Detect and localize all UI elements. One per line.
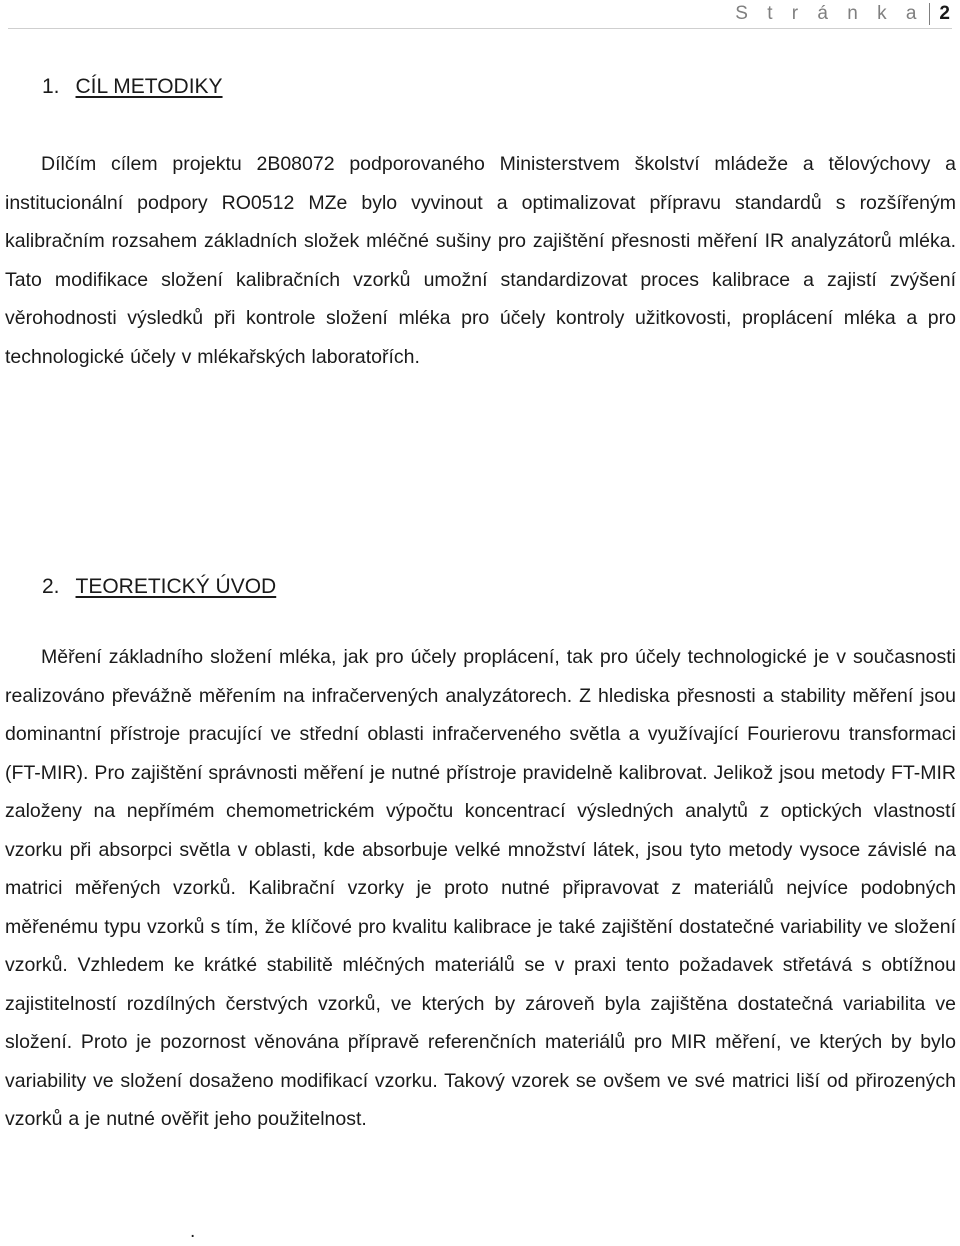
page-label: S t r á n k a — [735, 3, 924, 24]
section-1-heading — [42, 73, 223, 101]
section-1-title: CÍL METODIKY — [75, 75, 223, 98]
page-number: 2 — [939, 3, 950, 24]
header-rule — [8, 28, 952, 29]
page-header — [735, 0, 950, 28]
section-2-paragraph: Měření základního složení mléka, jak pro účely proplácení, tak pro účely technologické je v současnosti realizováno převážně měřením na infračervených analyzátorech. Z hlediska přesnosti a stability měření jsou dominantní přístroje pracující ve střední oblasti infračerveného světla a využívající Fourierovu transformaci (FT-MIR). Pro zajištění správnosti měření je nutné přístroje pravidelně kalibrovat. Jelikož jsou metody FT-MIR založeny na nepřímém chemometrickém výpočtu koncentrací výsledných analytů z optických vlastností vzorku při absorpci světla v oblasti, kde absorbuje velké množství látek, jsou tyto metody vysoce závislé na matrici měřených vzorků. Kalibrační vzorky je proto nutné připravovat z materiálů nejvíce podobných měřenému typu vzorků s tím, že klíčové pro kvalitu kalibrace je také zajištění dostatečné variability ve složení vzorků. Vzhledem ke krátké stabilitě mléčných materiálů se v praxi tento požadavek střetává s obtížnou zajistitelností rozdílných čerstvých vzorků, ve kterých by zároveň byla zajištěna dostatečná variabilita ve složení. Proto je pozornost věnována přípravě referenčních materiálů pro MIR měření, ve kterých by bylo variability ve složení dosaženo modifikací vzorku. Takový vzorek se ovšem ve své matrici liší od přirozených vzorků a je nutné ověřit jeho použitelnost. — [5, 646, 956, 1130]
header-separator — [929, 3, 930, 25]
section-1-paragraph: Dílčím cílem projektu 2B08072 podporovaného Ministerstvem školství mládeže a tělovýchovy a institucionální podpory RO0512 MZe bylo vyvinout a optimalizovat přípravu standardů s rozšířeným kalibračním rozsahem základních složek mléčné sušiny pro zajištění přesnosti měření IR analyzátorů mléka. Tato modifikace složení kalibračních vzorků umožní standardizovat proces kalibrace a zajistí zvýšení věrohodnosti výsledků při kontrole složení mléka pro účely kontroly užitkovosti, proplácení mléka a pro technologické účely v mlékařských laboratořích. — [5, 153, 956, 368]
section-2-number: 2. — [42, 575, 60, 598]
section-1-number: 1. — [42, 75, 60, 98]
section-2-heading — [42, 573, 276, 601]
trailing-mark: . — [190, 1221, 196, 1242]
section-2-title: TEORETICKÝ ÚVOD — [75, 575, 277, 598]
